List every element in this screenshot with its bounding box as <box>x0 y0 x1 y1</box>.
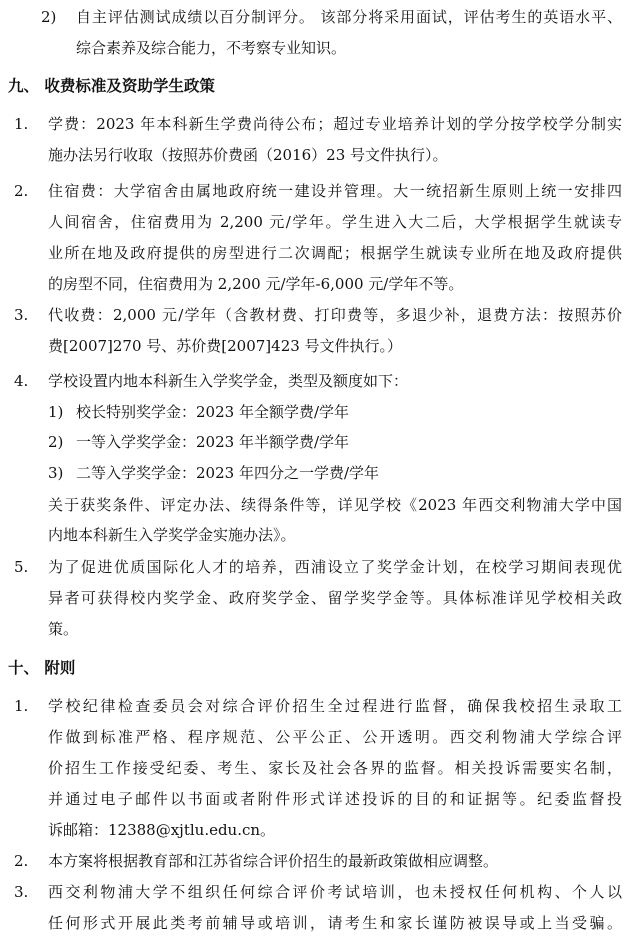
s9-item-5-line: 策。 <box>48 620 79 638</box>
s9-item-3-line: 代收费：2,000 元/学年（含教材费、打印费等，多退少补，退费方法：按照苏价 <box>48 306 622 324</box>
s10-item-1-line: 学校纪律检查委员会对综合评价招生全过程进行监督，确保我校招生录取工 <box>48 697 622 715</box>
section-9-heading: 九、 收费标准及资助学生政策 <box>8 77 215 95</box>
s9-item-4-subitem-text: 二等入学奖学金：2023 年四分之一学费/学年 <box>76 464 379 482</box>
intro-item-number: 2) <box>41 8 57 26</box>
s10-item-1-number: 1. <box>14 697 29 715</box>
s10-item-2-line: 本方案将根据教育部和江苏省综合评价招生的最新政策做相应调整。 <box>48 852 499 870</box>
s9-item-4-subitem-number: 3) <box>48 464 64 482</box>
s9-item-2-line: 的房型不同，住宿费用为 2,200 元/学年-6,000 元/学年不等。 <box>48 275 464 293</box>
section-10-heading: 十、 附则 <box>8 659 76 677</box>
s10-item-1-line: 作做到标准严格、程序规范、公平公正、公开透明。西交利物浦大学综合评 <box>48 728 622 746</box>
s9-item-2-line: 人间宿舍，住宿费用为 2,200 元/学年。学生进入大二后，大学根据学生就读专 <box>48 213 622 231</box>
s9-item-3-line: 费[2007]270 号、苏价费[2007]423 号文件执行。） <box>48 337 403 355</box>
s9-item-1-number: 1. <box>14 115 29 133</box>
s9-item-4-subitem-number: 1) <box>48 403 64 421</box>
s10-item-2-number: 2. <box>14 852 29 870</box>
s9-item-1-line: 学费：2023 年本科新生学费尚待公布；超过专业培养计划的学分按学校学分制实 <box>48 115 622 133</box>
s9-item-4-subitem-text: 校长特别奖学金：2023 年全额学费/学年 <box>76 403 349 421</box>
s9-item-1-line: 施办法另行收取（按照苏价费函（2016）23 号文件执行）。 <box>48 146 448 164</box>
intro-item-line: 自主评估测试成绩以百分制评分。 该部分将采用面试，评估考生的英语水平、 <box>76 8 622 26</box>
s10-item-3-line: 西交利物浦大学不组织任何综合评价考试培训，也未授权任何机构、个人以 <box>48 883 622 901</box>
s9-item-2-line: 业所在地及政府提供的房型进行二次调配；根据学生就读专业所在地及政府提供 <box>48 244 622 262</box>
s9-item-4-after-line: 关于获奖条件、评定办法、续得条件等，详见学校《2023 年西交利物浦大学中国 <box>48 496 622 514</box>
s9-item-5-line: 为了促进优质国际化人才的培养，西浦设立了奖学金计划，在校学习期间表现优 <box>48 558 622 576</box>
s9-item-2-number: 2. <box>14 182 29 200</box>
s10-item-3-line: 任何形式开展此类考前辅导或培训，请考生和家长谨防被误导或上当受骗。 <box>48 914 622 932</box>
s10-item-1-line: 并通过电子邮件以书面或者附件形式详述投诉的目的和证据等。纪委监督投 <box>48 790 622 808</box>
s9-item-2-line: 住宿费：大学宿舍由属地政府统一建设并管理。大一统招新生原则上统一安排四 <box>48 182 622 200</box>
s9-item-4-subitem-text: 一等入学奖学金：2023 年半额学费/学年 <box>76 433 349 451</box>
s9-item-3-number: 3. <box>14 306 29 324</box>
s9-item-4-number: 4. <box>14 372 29 390</box>
intro-item-line: 综合素养及综合能力，不考察专业知识。 <box>76 39 347 57</box>
s9-item-5-line: 异者可获得校内奖学金、政府奖学金、留学奖学金等。具体标准详见学校相关政 <box>48 589 622 607</box>
s10-item-3-number: 3. <box>14 883 29 901</box>
s9-item-5-number: 5. <box>14 558 29 576</box>
s9-item-4-line: 学校设置内地本科新生入学奖学金，类型及额度如下： <box>48 372 409 390</box>
s9-item-4-after-line: 内地本科新生入学奖学金实施办法》。 <box>48 526 296 544</box>
s10-item-1-line: 诉邮箱：12388@xjtlu.edu.cn。 <box>48 821 276 839</box>
s10-item-1-line: 价招生工作接受纪委、考生、家长及社会各界的监督。相关投诉需要实名制， <box>48 759 622 777</box>
s9-item-4-subitem-number: 2) <box>48 433 64 451</box>
